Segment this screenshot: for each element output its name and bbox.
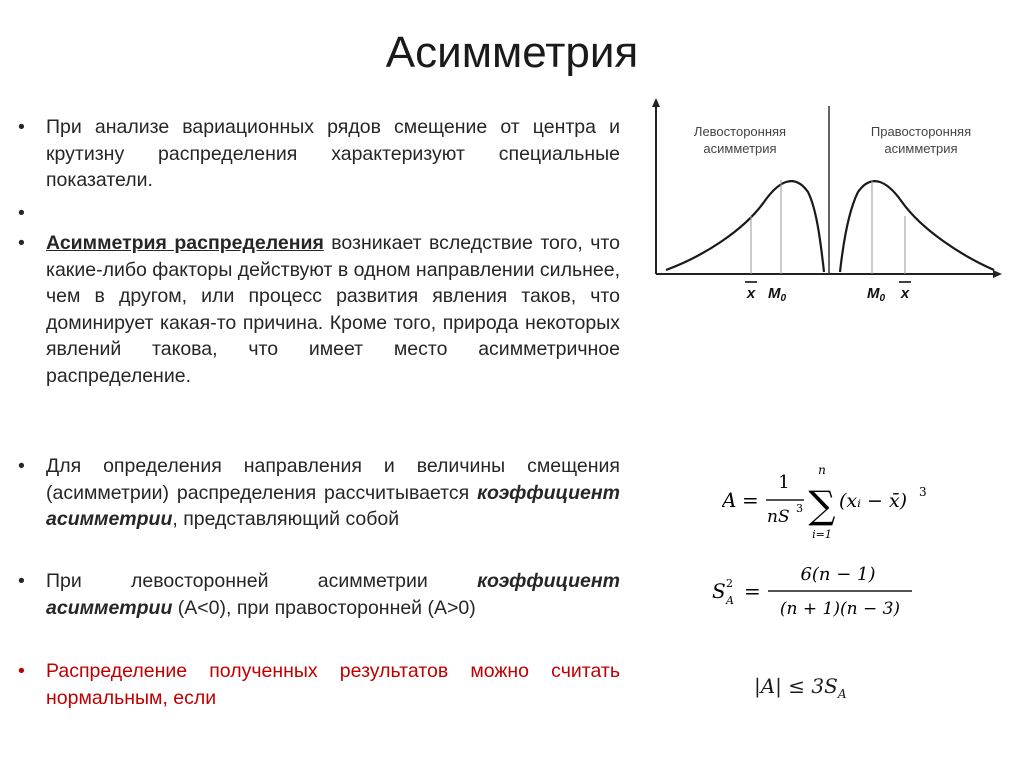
left-label-line2: асимметрия [703, 141, 777, 156]
bullet-dot: • [18, 232, 25, 254]
term-coefficient: коэффициент асимметрии [46, 481, 620, 530]
bullet-dot: • [18, 202, 25, 224]
skewness-diagram [644, 96, 1004, 308]
bullet-body: возникает вследствие того, что какие-либо факторы действуют в одном направлении сильнее, чем в другом, или процесс развития явления таков, что доминирует какая-то причина. Кроме того, природа некоторых явлений такова, что имеет место асимметричное распределение. [46, 232, 620, 387]
term-coefficient: коэффициент асимметрии [46, 570, 620, 619]
bullet-item-sign [18, 568, 620, 621]
bullet-body: , представляющий собой [172, 508, 400, 530]
formula-skewness-error-svg [712, 558, 922, 626]
f1-equals: = [742, 488, 759, 512]
f1-term: (xᵢ − x̄) [839, 490, 908, 512]
bullet-text [46, 230, 620, 389]
f1-denominator: nS [767, 507, 790, 527]
f1-lhs: A [722, 488, 737, 512]
left-mean-label: x [746, 285, 756, 302]
bullet-item-analysis [18, 114, 620, 194]
skewness-figure [644, 96, 1004, 313]
f2-lhs-sup: 2 [726, 577, 733, 590]
term-asymmetry: Асимметрия распределения [46, 232, 324, 254]
f2-numerator: 6(n − 1) [800, 564, 876, 585]
bullet-body: При левосторонней асимметрии [46, 570, 478, 592]
right-label-line2: асимметрия [884, 141, 958, 156]
f1-sum-top: n [818, 463, 826, 477]
bullet-item-normality [18, 658, 620, 711]
formula-normality-condition [754, 674, 847, 701]
right-label-line1: Правосторонняя [870, 124, 972, 139]
formula-skewness-error [712, 558, 922, 626]
bullet-item-coefficient [18, 453, 620, 533]
mode-main: M [767, 285, 781, 302]
bullet-dot: • [18, 455, 25, 477]
bullet-dot: • [18, 660, 25, 682]
formula-skewness [722, 462, 932, 544]
f3-sub: A [837, 687, 847, 701]
f1-numerator: 1 [778, 472, 790, 493]
bullet-text: Распределение полученных результатов можно считать нормальным, если [46, 660, 620, 709]
f2-denominator: (n + 1)(n − 3) [779, 599, 901, 619]
left-skew-curve [666, 181, 824, 272]
left-mode-label [768, 285, 787, 304]
bullet-text [46, 453, 620, 533]
f2-equals: = [744, 579, 761, 603]
right-mean-label: x [900, 285, 910, 302]
formula-skewness-svg [722, 462, 932, 544]
f3-text: |A| ≤ 3S [754, 674, 838, 698]
f1-denominator-exp: 3 [796, 502, 803, 515]
right-skew-curve [840, 181, 994, 272]
f2-lhs-sub: A [726, 594, 734, 607]
bullet-body: (А<0), при правосторонней (А>0) [172, 596, 476, 619]
left-label-line1: Левосторонняя [693, 124, 787, 139]
x-axis-arrow [993, 270, 1002, 278]
f2-lhs: S [712, 579, 726, 603]
mode-sub: 0 [879, 293, 886, 304]
page-title: Асимметрия [385, 28, 639, 77]
f1-sum-symbol: ∑ [808, 483, 836, 527]
bullet-text: При анализе вариационных рядов смещение от центра и крутизну распределения характеризуют специальные показатели. [46, 116, 620, 191]
mode-main: M [866, 285, 880, 302]
mode-sub: 0 [780, 293, 787, 304]
bullet-text [46, 568, 620, 621]
bullet-item-asymmetry [18, 230, 620, 389]
f1-term-exp: 3 [919, 485, 927, 499]
bullet-dot: • [18, 116, 25, 138]
right-mode-label [867, 285, 886, 304]
f1-sum-bottom: i=1 [812, 528, 832, 541]
y-axis-arrow [652, 98, 660, 107]
bullet-body: Для определения направления и величины смещения (асимметрии) распределения рассчитывается [46, 455, 620, 504]
bullet-dot: • [18, 570, 25, 592]
